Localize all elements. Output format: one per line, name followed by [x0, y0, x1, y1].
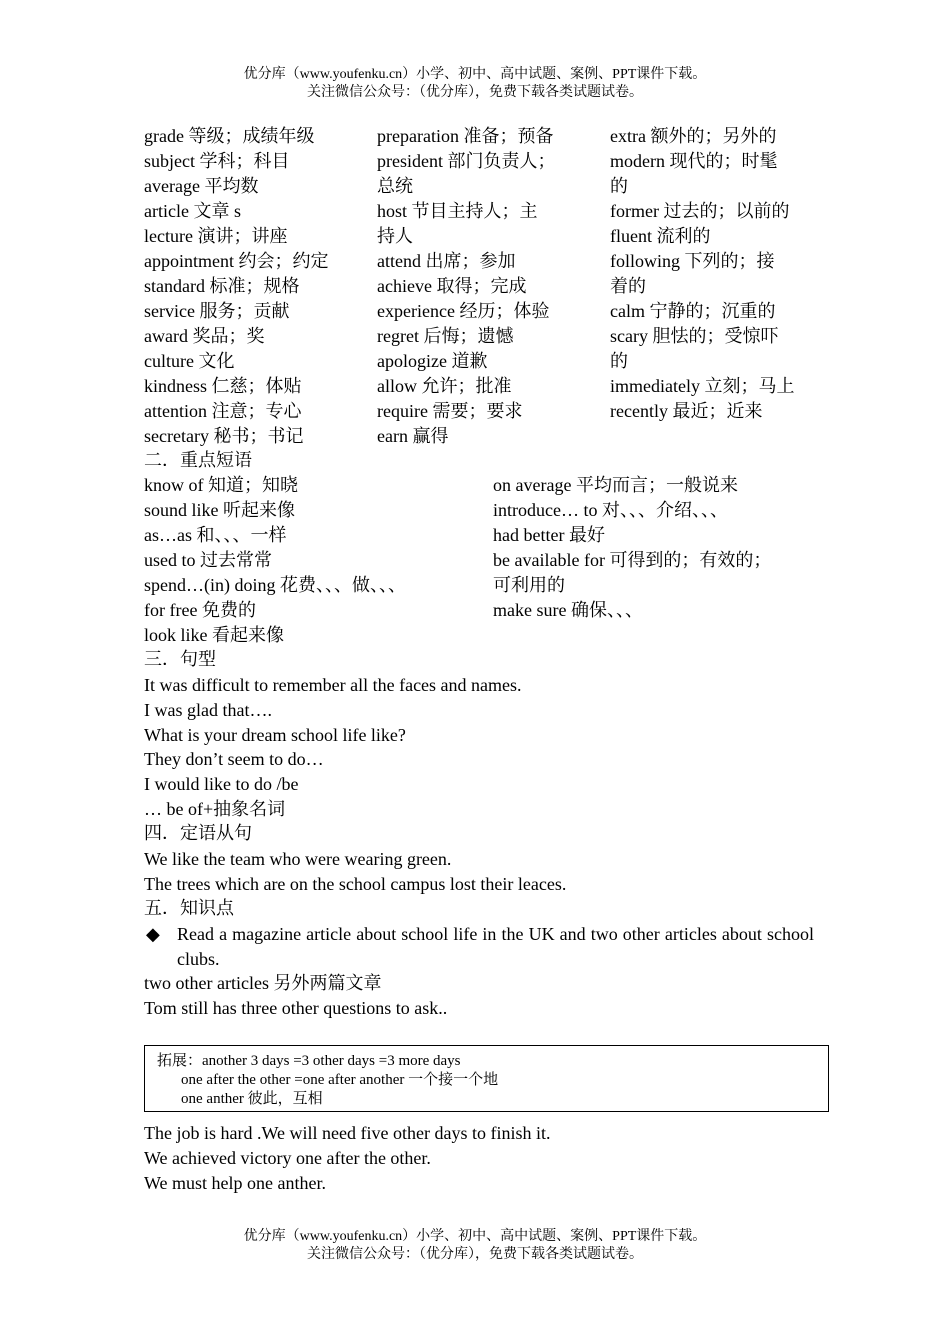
page-header: [0, 66, 950, 102]
vocab-item: recently 最近；近来: [610, 401, 763, 421]
footer-line-2: 关注微信公众号：（优分库），免费下载各类试题试卷。: [307, 1247, 643, 1262]
vocab-item: 的: [610, 176, 628, 196]
vocab-item: immediately 立刻；马上: [610, 376, 795, 396]
phrase-item: 可利用的: [493, 575, 565, 595]
knowledge-line: Tom still has three other questions to ask..: [144, 998, 448, 1018]
vocab-item: article 文章 s: [144, 201, 241, 221]
vocab-item: require 需要；要求: [377, 401, 523, 421]
vocab-item: apologize 道歉: [377, 351, 488, 371]
vocab-item: extra 额外的；另外的: [610, 126, 777, 146]
relative-example: The trees which are on the school campus lost their leaces.: [144, 874, 567, 894]
vocab-item: president 部门负责人；: [377, 151, 556, 171]
vocab-item: secretary 秘书；书记: [144, 426, 304, 446]
vocab-item: achieve 取得；完成: [377, 276, 527, 296]
example-sentence: The job is hard .We will need five other days to finish it.: [144, 1123, 551, 1143]
vocab-item: following 下列的；接: [610, 251, 775, 271]
header-line-1: 优分库（www.youfenku.cn）小学、初中、高中试题、案例、PPT课件下载。: [243, 67, 707, 82]
phrase-item: used to 过去常常: [144, 550, 272, 570]
extension-line: 拓展：another 3 days =3 other days =3 more days: [157, 1053, 461, 1069]
vocab-item: subject 学科；科目: [144, 151, 290, 171]
phrase-item: introduce… to 对、、、介绍、、、: [493, 500, 728, 520]
vocab-item: former 过去的；以前的: [610, 201, 790, 221]
section-title-knowledge: 五．知识点: [144, 898, 234, 918]
phrase-item: spend…(in) doing 花费、、、做、、、: [144, 575, 406, 595]
vocab-item: host 节目主持人；主: [377, 201, 538, 221]
pattern-line: They don’t seem to do…: [144, 749, 324, 769]
extension-box: [144, 1045, 829, 1112]
vocab-item: standard 标准；规格: [144, 276, 300, 296]
example-sentence: We must help one anther.: [144, 1173, 327, 1193]
extension-line: one after the other =one after another 一个接一个地: [181, 1072, 499, 1088]
vocab-item: 持人: [377, 226, 413, 246]
vocab-item: 着的: [610, 276, 646, 296]
header-line-2: 关注微信公众号：（优分库），免费下载各类试题试卷。: [307, 85, 643, 100]
vocab-item: fluent 流利的: [610, 226, 711, 246]
vocab-item: allow 允许；批准: [377, 376, 512, 396]
vocab-item: 总统: [377, 176, 413, 196]
vocab-item: preparation 准备；预备: [377, 126, 554, 146]
vocab-item: award 奖品；奖: [144, 326, 265, 346]
phrase-item: look like 看起来像: [144, 625, 284, 645]
vocab-item: earn 赢得: [377, 426, 449, 446]
example-sentence: We achieved victory one after the other.: [144, 1148, 431, 1168]
vocab-item: scary 胆怯的；受惊吓: [610, 326, 779, 346]
page-footer: [0, 1228, 950, 1264]
vocab-item: service 服务；贡献: [144, 301, 290, 321]
vocab-item: lecture 演讲；讲座: [144, 226, 288, 246]
vocab-item: kindness 仁慈；体贴: [144, 376, 302, 396]
pattern-line: … be of+抽象名词: [144, 799, 286, 819]
phrase-item: on average 平均而言；一般说来: [493, 475, 738, 495]
phrase-item: for free 免费的: [144, 600, 256, 620]
footer-line-1: 优分库（www.youfenku.cn）小学、初中、高中试题、案例、PPT课件下载。: [243, 1229, 707, 1244]
phrase-item: make sure 确保、、、: [493, 600, 643, 620]
pattern-line: What is your dream school life like?: [144, 725, 406, 745]
section-title-patterns: 三．句型: [144, 649, 216, 669]
vocab-item: appointment 约会；约定: [144, 251, 329, 271]
vocab-item: culture 文化: [144, 351, 235, 371]
relative-example: We like the team who were wearing green.: [144, 849, 452, 869]
pattern-line: I was glad that….: [144, 700, 272, 720]
vocab-item: attention 注意；专心: [144, 401, 302, 421]
knowledge-bullet-item: [144, 922, 814, 972]
section-title-relative: 四．定语从句: [144, 823, 252, 843]
vocab-item: grade 等级；成绩年级: [144, 126, 315, 146]
phrase-item: know of 知道；知晓: [144, 475, 298, 495]
phrase-item: be available for 可得到的；有效的；: [493, 550, 772, 570]
diamond-bullet-icon: ◆: [146, 924, 160, 944]
pattern-line: It was difficult to remember all the faces and names.: [144, 675, 522, 695]
vocab-item: modern 现代的；时髦: [610, 151, 778, 171]
vocab-item: calm 宁静的；沉重的: [610, 301, 776, 321]
vocab-item: average 平均数: [144, 176, 259, 196]
pattern-line: I would like to do /be: [144, 774, 299, 794]
phrase-item: sound like 听起来像: [144, 500, 295, 520]
vocab-item: experience 经历；体验: [377, 301, 550, 321]
extension-line: one anther 彼此，互相: [181, 1091, 323, 1107]
vocab-item: 的: [610, 351, 628, 371]
vocab-item: attend 出席；参加: [377, 251, 516, 271]
bullet-text: Read a magazine article about school life in the UK and two other articles about school clubs.: [177, 924, 814, 969]
section-title-phrases: 二．重点短语: [144, 450, 252, 470]
knowledge-line: two other articles 另外两篇文章: [144, 973, 382, 993]
phrase-item: had better 最好: [493, 525, 605, 545]
vocab-item: regret 后悔；遗憾: [377, 326, 514, 346]
phrase-item: as…as 和、、、一样: [144, 525, 287, 545]
